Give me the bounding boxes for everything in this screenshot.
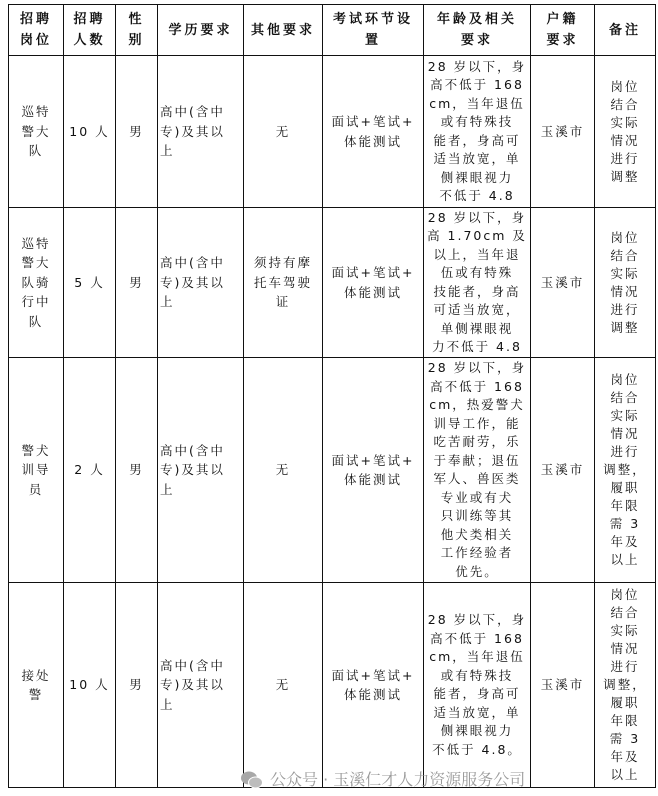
table-row — [9, 56, 656, 208]
cell-text: 队骑 — [21, 274, 51, 290]
cell-text: 结合 — [610, 96, 640, 112]
cell-education — [158, 583, 244, 788]
cell-text: 10 人 — [69, 677, 110, 693]
cell-text: 面试+笔试+ — [331, 265, 415, 280]
cell-other-requirements — [244, 208, 323, 358]
cell-text: 年限 — [610, 498, 640, 513]
cell-text: 工作经验者 — [440, 545, 514, 560]
cell-text: 单侧裸眼视 — [440, 320, 514, 336]
cell-text: 上 — [160, 696, 175, 712]
header-remarks — [595, 5, 656, 56]
cell-text: 28 岁以下，身 — [427, 58, 527, 74]
header-text: 户籍 — [546, 12, 579, 27]
cell-count — [64, 208, 116, 358]
cell-text: 28 岁以下，身 — [427, 360, 527, 375]
cell-count — [64, 56, 116, 208]
header-exam — [323, 5, 424, 56]
cell-exam — [323, 56, 424, 208]
cell-position — [9, 208, 64, 358]
cell-text: 高不低于 168 — [430, 77, 524, 92]
cell-text: 证 — [275, 294, 291, 310]
cell-text: 能者，身高可 — [433, 686, 521, 701]
wechat-icon — [240, 770, 264, 790]
cell-text: 专)及其以 — [160, 462, 225, 478]
cell-remarks — [595, 56, 656, 208]
cell-text: 警 — [28, 687, 44, 702]
cell-text: 岗位 — [610, 372, 640, 387]
cell-text: 上 — [160, 481, 175, 497]
cell-text: 10 人 — [69, 123, 110, 139]
cell-text: 以上 — [610, 552, 640, 567]
cell-text: 专)及其以 — [160, 274, 225, 290]
cell-text: 上 — [160, 143, 175, 159]
cell-text: 需 3 — [609, 731, 641, 746]
cell-text: 实际 — [610, 265, 640, 281]
cell-text: 调整， — [603, 677, 647, 692]
cell-gender — [116, 208, 158, 358]
cell-age — [424, 56, 531, 208]
cell-text: 优先。 — [455, 563, 499, 579]
cell-text: 适当放宽，单 — [433, 704, 521, 720]
cell-text: 男 — [129, 274, 144, 290]
cell-text: 实际 — [610, 623, 640, 638]
watermark-text: 公众号 · 玉溪仁才人力资源服务公司 — [270, 770, 526, 789]
cell-text: 无 — [275, 123, 291, 139]
cell-text: 员 — [28, 481, 44, 497]
cell-exam — [323, 583, 424, 788]
cell-text: 调整 — [610, 319, 640, 335]
cell-text: cm，当年退伍 — [429, 95, 525, 111]
header-text: 备注 — [608, 22, 641, 38]
table-row — [9, 208, 656, 358]
recruitment-table — [8, 4, 656, 788]
cell-text: 吃苦耐劳，乐 — [433, 434, 521, 449]
table-body — [9, 56, 656, 788]
cell-text: 调整， — [603, 462, 647, 477]
cell-text: 专)及其以 — [160, 123, 225, 139]
cell-text: 军人、兽医类 — [433, 471, 521, 486]
watermark — [240, 770, 525, 790]
cell-text: 实际 — [610, 114, 640, 130]
cell-age — [424, 208, 531, 358]
cell-remarks — [595, 358, 656, 583]
cell-text: 侧裸眼视力 — [440, 723, 514, 738]
cell-gender — [116, 56, 158, 208]
cell-text: 或有特殊技 — [440, 114, 514, 129]
header-text: 其他要求 — [250, 22, 315, 38]
cell-age — [424, 358, 531, 583]
cell-text: 情况 — [610, 426, 640, 441]
cell-text: 不低于 4.8。 — [432, 741, 522, 757]
cell-text: 无 — [275, 677, 291, 693]
header-household — [531, 5, 595, 56]
cell-text: 情况 — [610, 641, 640, 656]
cell-text: 2 人 — [74, 462, 105, 478]
cell-text: 5 人 — [74, 274, 105, 290]
cell-text: 队 — [28, 313, 44, 329]
header-gender — [116, 5, 158, 56]
cell-text: 只训练等其 — [440, 508, 514, 523]
cell-remarks — [595, 208, 656, 358]
cell-text: 结合 — [610, 605, 640, 620]
cell-text: 结合 — [610, 390, 640, 405]
cell-text: 或有特殊技 — [440, 667, 514, 683]
cell-text: 玉溪市 — [540, 462, 585, 478]
cell-text: cm，热爱警犬 — [429, 397, 525, 412]
header-row — [9, 5, 656, 56]
cell-text: 警大 — [21, 123, 51, 139]
cell-text: 面试+笔试+ — [331, 667, 415, 683]
cell-text: 巡特 — [21, 235, 51, 251]
cell-exam — [323, 208, 424, 358]
cell-text: 男 — [129, 123, 144, 139]
cell-gender — [116, 583, 158, 788]
cell-text: 高中(含中 — [160, 657, 225, 673]
cell-text: 警犬 — [21, 442, 51, 458]
cell-text: 需 3 — [609, 516, 641, 531]
cell-text: 年及 — [610, 534, 640, 549]
cell-text: 体能测试 — [343, 284, 402, 300]
cell-household — [531, 583, 595, 788]
cell-text: 训导工作，能 — [433, 415, 521, 431]
header-text: 岗位 — [19, 33, 52, 48]
cell-text: 男 — [129, 677, 144, 693]
cell-text: 力不低于 4.8 — [432, 339, 522, 354]
cell-count — [64, 583, 116, 788]
cell-text: 训导 — [21, 462, 51, 478]
cell-text: 体能测试 — [343, 687, 402, 702]
cell-text: 年限 — [610, 713, 640, 728]
cell-text: 于奉献；退伍 — [433, 452, 521, 468]
cell-text: 情况 — [610, 283, 640, 299]
cell-education — [158, 358, 244, 583]
cell-household — [531, 358, 595, 583]
cell-text: 28 岁以下，身 — [427, 612, 527, 627]
cell-exam — [323, 358, 424, 583]
cell-text: 高中(含中 — [160, 255, 225, 271]
header-text: 别 — [128, 33, 145, 48]
cell-text: 履职 — [610, 695, 640, 710]
cell-text: 28 岁以下，身 — [427, 209, 527, 225]
header-text: 要求 — [546, 33, 579, 48]
cell-text: 玉溪市 — [540, 274, 585, 290]
cell-text: 调整 — [610, 168, 640, 184]
cell-text: 高不低于 168 — [430, 378, 524, 394]
cell-text: 技能者，身高 — [433, 283, 521, 299]
cell-text: 专)及其以 — [160, 677, 225, 693]
table-row — [9, 358, 656, 583]
cell-count — [64, 358, 116, 583]
cell-text: 面试+笔试+ — [331, 452, 415, 468]
cell-remarks — [595, 583, 656, 788]
cell-text: 高不低于 168 — [430, 630, 524, 646]
cell-text: 情况 — [610, 132, 640, 148]
cell-text: 岗位 — [610, 587, 640, 602]
cell-text: 进行 — [610, 444, 640, 459]
table-row — [9, 583, 656, 788]
header-text: 招聘 — [19, 12, 52, 27]
header-text: 年龄及相关 — [436, 12, 517, 27]
header-text: 招聘 — [73, 12, 106, 27]
cell-other-requirements — [244, 358, 323, 583]
cell-text: 巡特 — [21, 104, 51, 120]
cell-text: 无 — [275, 462, 291, 478]
cell-text: 高中(含中 — [160, 442, 225, 458]
cell-text: 进行 — [610, 150, 640, 166]
cell-text: 进行 — [610, 301, 640, 317]
cell-text: 玉溪市 — [540, 677, 585, 693]
cell-text: 男 — [129, 462, 144, 478]
cell-text: 上 — [160, 294, 175, 310]
cell-text: 队 — [28, 143, 44, 159]
cell-text: 侧裸眼视力 — [440, 169, 514, 185]
cell-text: 岗位 — [610, 78, 640, 94]
cell-other-requirements — [244, 56, 323, 208]
header-text: 性 — [128, 12, 145, 27]
header-text: 人数 — [73, 33, 106, 48]
cell-text: 以上，当年退 — [433, 246, 521, 262]
cell-text: 体能测试 — [343, 472, 402, 487]
cell-text: 警大 — [21, 255, 51, 271]
cell-text: 不低于 4.8 — [439, 188, 515, 203]
cell-position — [9, 358, 64, 583]
cell-education — [158, 56, 244, 208]
cell-text: 高 1.70cm 及 — [427, 228, 527, 243]
cell-text: 面试+笔试+ — [331, 114, 415, 129]
header-text: 学历要求 — [168, 22, 233, 38]
cell-text: 以上 — [610, 767, 640, 782]
cell-age — [424, 583, 531, 788]
cell-text: 行中 — [21, 294, 51, 310]
cell-text: 托车驾驶 — [253, 274, 312, 290]
header-count — [64, 5, 116, 56]
cell-text: 伍或有特殊 — [440, 265, 514, 280]
cell-text: 可适当放宽， — [433, 302, 521, 317]
header-other-requirements — [244, 5, 323, 56]
header-text: 置 — [364, 33, 381, 48]
cell-household — [531, 208, 595, 358]
cell-text: 实际 — [610, 408, 640, 423]
cell-text: 他犬类相关 — [440, 526, 514, 542]
header-age — [424, 5, 531, 56]
cell-position — [9, 583, 64, 788]
cell-text: 进行 — [610, 659, 640, 674]
cell-text: 岗位 — [610, 229, 640, 245]
cell-text: 结合 — [610, 247, 640, 263]
header-position — [9, 5, 64, 56]
cell-text: 高中(含中 — [160, 104, 225, 120]
cell-text: cm，当年退伍 — [429, 649, 525, 664]
cell-text: 专业或有犬 — [440, 489, 514, 505]
header-education — [158, 5, 244, 56]
cell-text: 玉溪市 — [540, 123, 585, 139]
header-text: 要求 — [460, 33, 493, 48]
cell-household — [531, 56, 595, 208]
header-text: 考试环节设 — [332, 12, 413, 27]
cell-gender — [116, 358, 158, 583]
cell-position — [9, 56, 64, 208]
cell-education — [158, 208, 244, 358]
cell-text: 能者，身高可 — [433, 132, 521, 148]
cell-text: 履职 — [610, 480, 640, 495]
cell-text: 体能测试 — [343, 133, 402, 149]
cell-other-requirements — [244, 583, 323, 788]
cell-text: 年及 — [610, 749, 640, 764]
cell-text: 接处 — [21, 667, 51, 683]
cell-text: 须持有摩 — [253, 255, 312, 271]
cell-text: 适当放宽，单 — [433, 151, 521, 166]
